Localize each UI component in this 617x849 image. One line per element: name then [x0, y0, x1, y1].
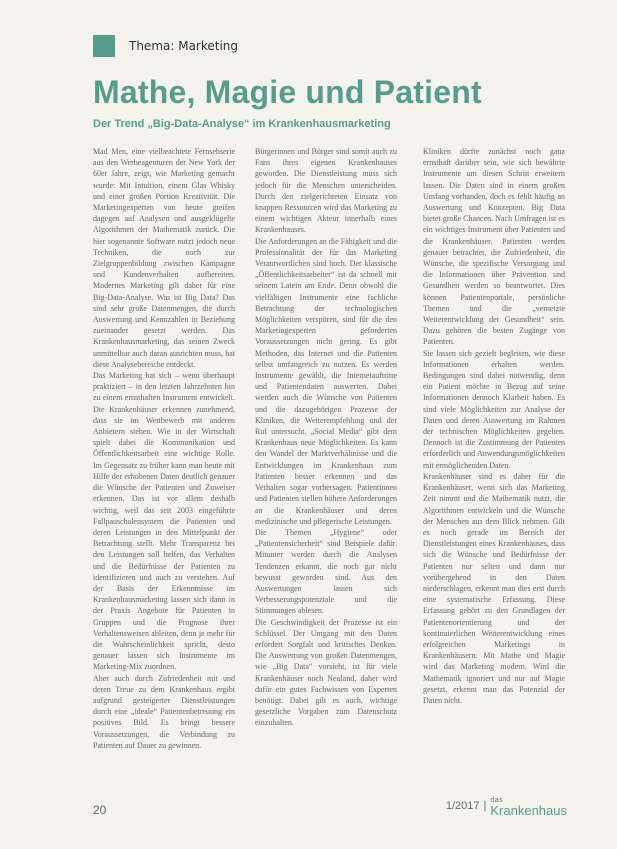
paragraph: Mad Men, eine vielbeachtete Fernsehserie aus den Werbeagenturen der New York der 60er Jahre, zeigt, wie Marketing gemacht wurde: Mit Intuition, einem Glas Whisky und einer großen Portion Kreativität. Die Marketingexperten von heute greifen dagegen auf Analysen und ausgeklügelte Algorithmen der Mathematik zurück. Die hier sogenannte Software nutzt jedoch neue Techniken, die noch zur Zielgruppenbildung zwischen Kampagne und Kundenverhalten aufbereiten. Modernes Marketing gilt daher für eine Big-Data-Analyse. Was ist Big Data? Das sind sehr große Datenmengen, die durch Auswertung und Kennzahlen in Beziehung zueinander gesetzt werden. Das Krankenhausmarketing, das seinen Zweck unmittelbar auch daran ausrichten muss, hat diese Analysebereiche entdeckt.: [93, 147, 235, 369]
text-column-2: [255, 146, 397, 763]
paragraph: Kliniken dürfte zunächst noch ganz ernsthaft darüber sein, wie sich bewährte Instrumente um diesen Schritt erweitern lassen. Die Daten sind in einem großen Umfang vorhanden, doch es fehlt häufig an Auswertung und Konzepten. Big Data bietet große Chancen. Nach Umfragen ist es ein wichtiges Instrument über Patienten und die Krankenhäuser. Patienten werden genauer betrachtet, die Zufriedenheit, die Wünsche, die spezifische Versorgung und die Informationen über Prävention und Gesundheit werden so beantwortet. Dies können Patientenportale, persönliche Themen und die „vernetzte Weiterentwicklung der Gesundheit“ sein. Dazu gehören die besten Zugänge von Patienten.: [423, 147, 565, 347]
paragraph: Bürgerinnen und Bürger sind somit auch zu Fans ihres eigenen Krankenhauses geworden. Die Dienstleistung muss sich jedoch für die Menschen unterscheiden. Durch den zielgerichteten Einsatz von knappen Ressourcen wird das Marketing zu einem wichtigen Akteur innerhalb eines Krankenhauses.: [255, 147, 397, 235]
topic-header: [93, 35, 238, 57]
topic-label: Thema: Marketing: [129, 39, 239, 53]
footer-issue-logo: [445, 796, 567, 818]
footer-separator: |: [483, 800, 487, 812]
article-body: [93, 146, 565, 763]
paragraph: Aber auch durch Zufriedenheit mit und deren Treue zu dem Krankenhaus ergibt aufgrund gesteigerter Dienstleistungen durch eine „ideale“ Patientenbetreuung ein positives Bild. Es bringt bessere Voraussetzungen, die Verbindung zu Patienten auf Dauer zu gewinnen.: [93, 673, 235, 750]
magazine-logo: [490, 796, 567, 816]
article-subtitle: Der Trend „Big-Data-Analyse“ im Krankenhausmarketing: [93, 118, 391, 130]
text-column-1: [93, 146, 235, 763]
text-column-3: [423, 146, 565, 763]
topic-square-marker: [93, 35, 115, 57]
page-number: 20: [93, 803, 107, 817]
paragraph: Krankenhäuser sind es daher für die Krankenhäuser, wenn sich das Marketing Zeit nimmt und die Mathematik nutzt, die Algorithmen entwickeln und die Wünsche der Menschen aus dem Blick nehmen. Gilt es noch gerade im Bereich der Dienstleistungen eines Krankenhauses, dass sich die Wünsche und Bedürfnisse der Patienten nur selten und dann nur vorübergehend in den Daten niederschlagen, erkennt man dies erst durch eine systematische Erfassung. Diese Erfassung gehört zu den Grundlagen der Patientenorientierung und der kontinuierlichen Weiterentwicklung eines erfolgreichen Marketings in Krankenhäusern. Mit Mathe und Magie wird das Marketing modern. Wird die Mathematik ignoriert und nur auf Magie gesetzt, erkennt man das Potenzial der Daten nicht.: [423, 471, 565, 705]
paragraph: Sie lassen sich gezielt begleiten, wie diese Informationen erhalten werden. Bedingungen sind dabei notwendig, denn ein Patient möchte in Bezug auf seine Informationen dennoch Klarheit haben. Es sind viele Möglichkeiten zur Analyse der Daten und deren Auswertung im Rahmen der technischen Möglichkeiten gegeben. Dennoch ist die Zustimmung der Patienten erforderlich und Anwendungsmöglichkeiten mit ermöglichenden Daten.: [423, 348, 565, 470]
paragraph: Die Themen „Hygiene“ oder „Patientensicherheit“ sind Beispiele dafür. Mitunter werden durch die Analysen Tendenzen erkannt, die noch gar nicht bewusst geworden sind. Aus den Auswertungen lassen sich Verbesserungspotenziale und die Stimmungen ablesen.: [255, 527, 397, 616]
article-title: Mathe, Magie und Patient: [93, 74, 482, 110]
paragraph: Die Geschwindigkeit der Prozesse ist ein Schlüssel. Der Umgang mit den Daten erfordert Sorgfalt und kritisches Denken. Die Auswertung von großen Datenmengen, wie „Big Data“ vorsieht, ist für viele Krankenhäuser noch Neuland, daher wird dafür ein gutes Fachwissen von Experten benötigt. Dabei gilt es auch, wichtige gesetzliche Vorgaben zum Datenschutz einzuhalten.: [255, 617, 397, 728]
issue-number: 1/2017: [445, 800, 480, 812]
paragraph: Die Anforderungen an die Fähigkeit und die Professionalität der für das Marketing Verantwortlichen sind hoch. Der klassische „Öffentlichkeitsarbeiter“ ist da schnell mit seinem Latein am Ende. Denn obwohl die vielfältigen Instrumente eine fachliche Betrachtung der technologischen Möglichkeiten verspüren, sind für die den Marketingexperten geforderten Voraussetzungen nicht gering. Es gibt Methoden, das Internet und die Patienten selbst umfangreich zu nutzen. Es werden Instrumente gewählt, die Internetauftritte und Patientendaten auswerten. Dabei werden auch die Wünsche von Patienten und die dazugehörigen Prozesse der Kliniken, die Weiterempfehlung und der Ruf untersucht. „Social Media“ gibt dem Krankenhaus neue Möglichkeiten. Es kann den Wandel der Marktverhältnisse und die Entwicklungen im Krankenhaus zum Patienten besser erkennen und das Verhalten sogar vorhersagen. Patientinnen und Patienten stellen höhere Anforderungen an die Krankenhäuser und deren medizinische und pflegerische Leistungen.: [255, 236, 397, 526]
paragraph: Das Marketing hat sich – wenn überhaupt praktiziert – in den letzten Jahrzehnten hin zu einem ernsthaften Instrument entwickelt. Die Krankenhäuser erkennen zunehmend, dass sie im Wettbewerb mit anderen Anbietern stehen. Wie in der Wirtschaft spielt dabei die Kommunikation und Öffentlichkeitsarbeit eine wichtige Rolle. Im Gegensatz zu früher kann man heute mit Hilfe der erhobenen Daten deutlich genauer die Wünsche der Patienten und Zuweiser erkennen. Das ist vor allem deshalb wichtig, weil das seit 2003 eingeführte Fallpauschalensystem die Patienten und deren Leistungen in den Mittelpunkt der Betrachtung stellt. Mehr Transparenz bei den Leistungen soll helfen, das Verhalten und die Bedürfnisse der Patienten zu identifizieren und auch zu verstehen. Auf der Basis der Erkenntnisse im Krankenhausmarketing lassen sich dann in der Praxis Angebote für Patienten in Gruppen und die Prognose ihrer Verhaltensweisen ableiten, denn je mehr für die Wahrscheinlichkeit spricht, desto genauer lassen sich Instrumente im Marketing-Mix zuordnen.: [93, 371, 235, 672]
logo-big-text: Krankenhaus: [490, 803, 567, 818]
logo-small-text: das: [490, 797, 504, 804]
